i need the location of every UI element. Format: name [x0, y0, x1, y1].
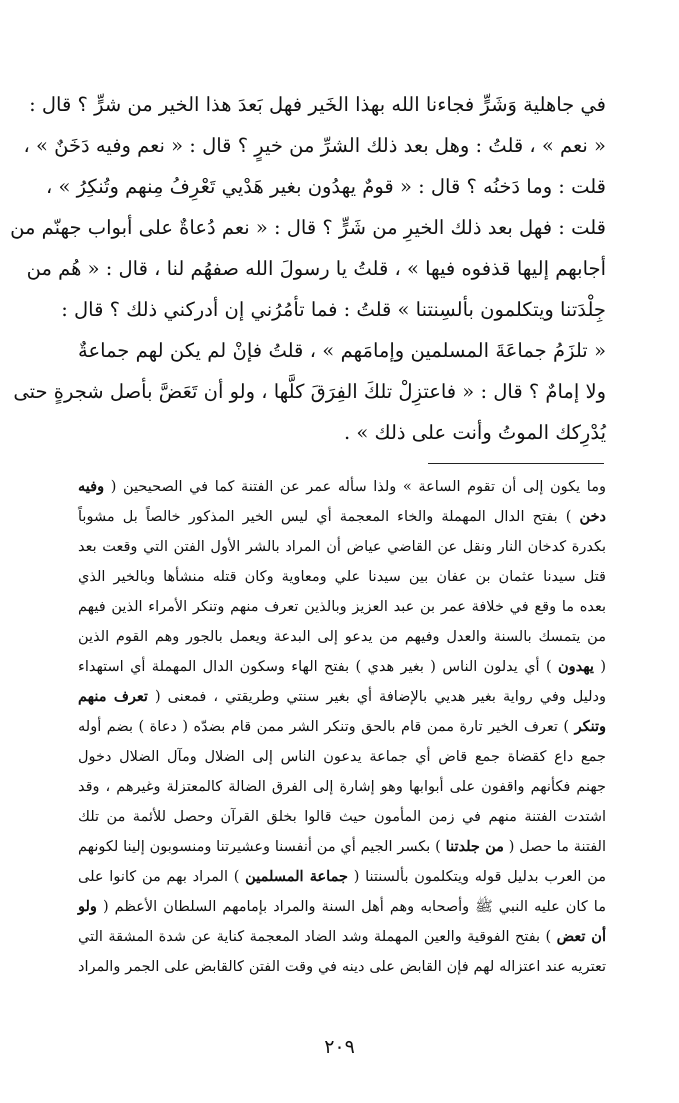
commentary-text: وما يكون إلى أن تقوم الساعة » ولذا سأله عمر عن الفتنة كما في الصحيحين ( [104, 479, 606, 495]
commentary-keyword: جماعة المسلمين [245, 868, 348, 885]
commentary-text: ودليل وفي رواية بغير هديي بالإضافة أي بغير سنتي وطريقتي ، فمعنى ( [147, 689, 606, 705]
main-text-line: أجابهم إليها قذفوه فيها » ، قلتُ يا رسولَ الله صفهُم لنا ، قال : « هُم من [26, 257, 606, 280]
commentary-keyword: أن تعض [556, 928, 606, 945]
main-text-line: يُدْرِكك الموتُ وأنت على ذلك » . [344, 421, 606, 444]
commentary-line [78, 922, 606, 952]
commentary-line [78, 622, 606, 652]
main-text-line: قلت : وما دَخنُه ؟ قال : « قومٌ يهدُون بغير هَدْيي تَعْرِفُ مِنهم وتُنكِرُ » ، [46, 175, 606, 198]
commentary-line [78, 892, 606, 922]
commentary-line [78, 802, 606, 832]
commentary-text: ) أي يدلون الناس ( بغير هدي ) بفتح الهاء وسكون الدال المهملة أي استهداء [78, 659, 558, 675]
commentary-text: جمع داع كقضاة جمع قاض أي جماعة يدعون الناس إلى الضلال ومآل الضلال دخول [78, 749, 606, 765]
commentary-text: الفتنة ما حصل ( [503, 839, 606, 855]
main-text-line: « تلزَمُ جماعَةَ المسلمين وإمامَهم » ، قلتُ فإنْ لم يكن لهم جماعةٌ [78, 339, 606, 362]
commentary-line [78, 472, 606, 502]
commentary-keyword: ولو [78, 898, 97, 915]
commentary-text: بعده ما وقع في خلافة عمر بن عبد العزيز وبالذين تعرف منهم وتنكر الأمراء الذين فيهم [78, 599, 606, 615]
main-text-line: قلت : فهل بعد ذلك الخيرِ من شَرٍّ ؟ قال : « نعم دُعاةٌ على أبواب جهنّم من [10, 216, 606, 239]
commentary-line [78, 712, 606, 742]
commentary-text: قتل سيدنا عثمان بن عفان بين سيدنا علي ومعاوية وكان قتله منشأها وبالخير الذي [78, 569, 606, 585]
commentary-line [78, 952, 606, 982]
commentary-text: ) بكسر الجيم أي من أنفسنا وعشيرتنا ومنسوبون إلينا لكونهم [78, 839, 446, 855]
commentary-text: تعتريه عند اعتزاله لهم فإن القابض على دينه في وقت الفتن كالقابض على الجمر والمراد [78, 959, 606, 975]
commentary-line [78, 772, 606, 802]
hadith-text [10, 84, 606, 453]
commentary-keyword: وتنكر [574, 718, 606, 735]
commentary-line [78, 502, 606, 532]
commentary-line [78, 562, 606, 592]
page-number: ٢٠٩ [324, 1036, 355, 1058]
main-text-line: جِلْدَتنا ويتكلمون بألسِنتنا » قلتُ : فما تأمُرُني إن أدركني ذلك ؟ قال : [61, 298, 606, 321]
commentary-keyword: دخن [579, 508, 606, 525]
commentary-text: من العرب بدليل قوله ويتكلمون بألسنتنا ( [347, 869, 606, 885]
commentary-keyword: من جلدتنا [445, 838, 504, 855]
commentary-text: جهنم فكأنهم واقفون على أبوابها وهو إشارة إلى الفرق الضالة كالمعتزلة وغيرهم ، وقد [78, 779, 606, 795]
commentary-line [78, 832, 606, 862]
commentary-text: ) بفتح الدال المهملة والخاء المعجمة أي ليس الخير المذكور خالصاً بل مشوباً [78, 509, 580, 525]
commentary-line [78, 592, 606, 622]
commentary-text: ما كان عليه النبي ﷺ وأصحابه وهم أهل السنة والمراد بإمامهم السلطان الأعظم ( [96, 899, 606, 915]
main-text-line: في جاهلية وَشَرٍّ فجاءنا الله بهذا الخَير فهل بَعدَ هذا الخير من شرٍّ ؟ قال : [29, 93, 606, 116]
commentary-keyword: يهدون [557, 658, 594, 675]
commentary-line [78, 532, 606, 562]
commentary-notes [78, 472, 606, 982]
commentary-text: ) المراد بهم من كانوا على [78, 869, 246, 885]
commentary-text: ) بفتح الفوقية والعين المهملة وشد الضاد المعجمة كناية عن شدة المشقة التي [78, 929, 557, 945]
commentary-line [78, 742, 606, 772]
main-text-line: « نعم » ، قلتُ : وهل بعد ذلك الشرِّ من خيرٍ ؟ قال : « نعم وفيه دَخَنٌ » ، [23, 134, 606, 157]
commentary-text: اشتدت الفتنة منهم في زمن المأمون حيث قالوا بخلق القرآن وحصل للأئمة من تلك [78, 809, 606, 825]
commentary-text: بكدرة كدخان النار ونقل عن القاضي عياض أن المراد بالشر الأول الفتن التي وقعت بعد [78, 539, 606, 555]
main-text-line: ولا إمامٌ ؟ قال : « فاعتزِلْ تلكَ الفِرَقَ كلَّها ، ولو أن تَعَضَّ بأصل شجرةٍ حتى [13, 380, 606, 403]
commentary-line [78, 862, 606, 892]
commentary-keyword: وفيه [78, 478, 105, 495]
commentary-line [78, 682, 606, 712]
commentary-text: ) تعرف الخير تارة ممن قام بالحق وتنكر الشر ممن قام بضدّه ( دعاة ) بضم أوله [78, 719, 575, 735]
footnote-separator [428, 463, 604, 464]
commentary-line [78, 652, 606, 682]
commentary-text: من يتمسك بالسنة والعدل وفيهم من يدعو إلى البدعة ويعمل بالجور وهم القوم الذين [78, 629, 606, 645]
commentary-text: ( [593, 659, 606, 675]
commentary-keyword: تعرف منهم [78, 688, 148, 705]
